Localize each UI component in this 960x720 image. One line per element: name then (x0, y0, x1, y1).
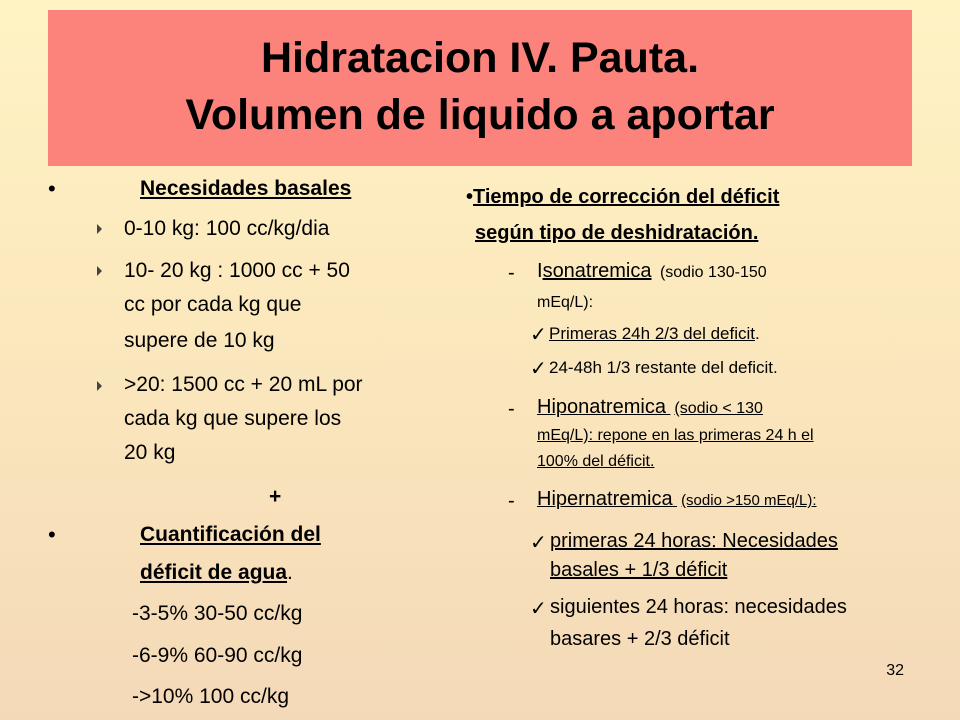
dash-marker: - (508, 262, 515, 284)
list-item-line: cada kg que supere los (124, 407, 342, 430)
bullet-marker: • (48, 176, 56, 201)
dash-marker: - (508, 398, 515, 420)
slide-title-line-2: Volumen de liquido a aportar (185, 91, 775, 139)
triangle-bullet-icon (97, 266, 102, 276)
hiponatremica-label: Hiponatremica (sodio < 130 (537, 396, 763, 418)
hiper-check-text: siguientes 24 horas: necesidades (550, 596, 847, 618)
bullet-marker: • (48, 522, 56, 547)
slide-title-line-1: Hidratacion IV. Pauta. (260, 34, 700, 82)
cuantificacion-heading-line-1: Cuantificación del (140, 523, 321, 546)
list-item-line: 20 kg (124, 441, 176, 464)
triangle-bullet-icon (97, 381, 102, 391)
hiponatremica-detail: mEq/L): repone en las primeras 24 h el (537, 427, 814, 444)
list-item-line: 10- 20 kg : 1000 cc + 50 (124, 259, 350, 282)
check-icon: ✓ (530, 324, 547, 346)
iso-check-text: Primeras 24h 2/3 del deficit. (549, 324, 760, 343)
list-item: 0-10 kg: 100 cc/kg/dia (124, 217, 330, 240)
deficit-item: -6-9% 60-90 cc/kg (132, 644, 303, 667)
necesidades-basales-heading: Necesidades basales (140, 177, 352, 200)
hiper-check-text: primeras 24 horas: Necesidades (550, 530, 838, 552)
list-item-line: >20: 1500 cc + 20 mL por (124, 373, 363, 396)
tiempo-heading-line-1: •Tiempo de corrección del déficit (466, 186, 780, 208)
tiempo-heading-line-2: según tipo de deshidratación. (475, 222, 759, 244)
plus-sign: + (269, 485, 282, 508)
hiponatremica-detail: 100% del déficit. (537, 453, 655, 470)
check-icon: ✓ (530, 358, 547, 380)
hipernatremica-label: Hipernatremica (sodio >150 mEq/L): (537, 488, 817, 510)
list-item-line: supere de 10 kg (124, 329, 275, 352)
isonatremica-label: Isonatremica (sodio 130-150 (537, 260, 767, 282)
isonatremica-detail: mEq/L): (537, 294, 594, 311)
triangle-bullet-icon (97, 224, 102, 234)
deficit-item: -3-5% 30-50 cc/kg (132, 602, 303, 625)
hiper-check-text: basales + 1/3 déficit (550, 559, 728, 581)
iso-check-text: 24-48h 1/3 restante del deficit. (549, 358, 778, 377)
dash-marker: - (508, 490, 515, 512)
check-icon: ✓ (530, 532, 547, 554)
page-number: 32 (886, 662, 904, 679)
hiper-check-text: basares + 2/3 déficit (550, 628, 730, 650)
title-box (48, 10, 912, 166)
check-icon: ✓ (530, 598, 547, 620)
list-item-line: cc por cada kg que (124, 293, 302, 316)
deficit-item: ->10% 100 cc/kg (132, 685, 290, 708)
cuantificacion-heading-line-2: déficit de agua. (140, 561, 293, 584)
